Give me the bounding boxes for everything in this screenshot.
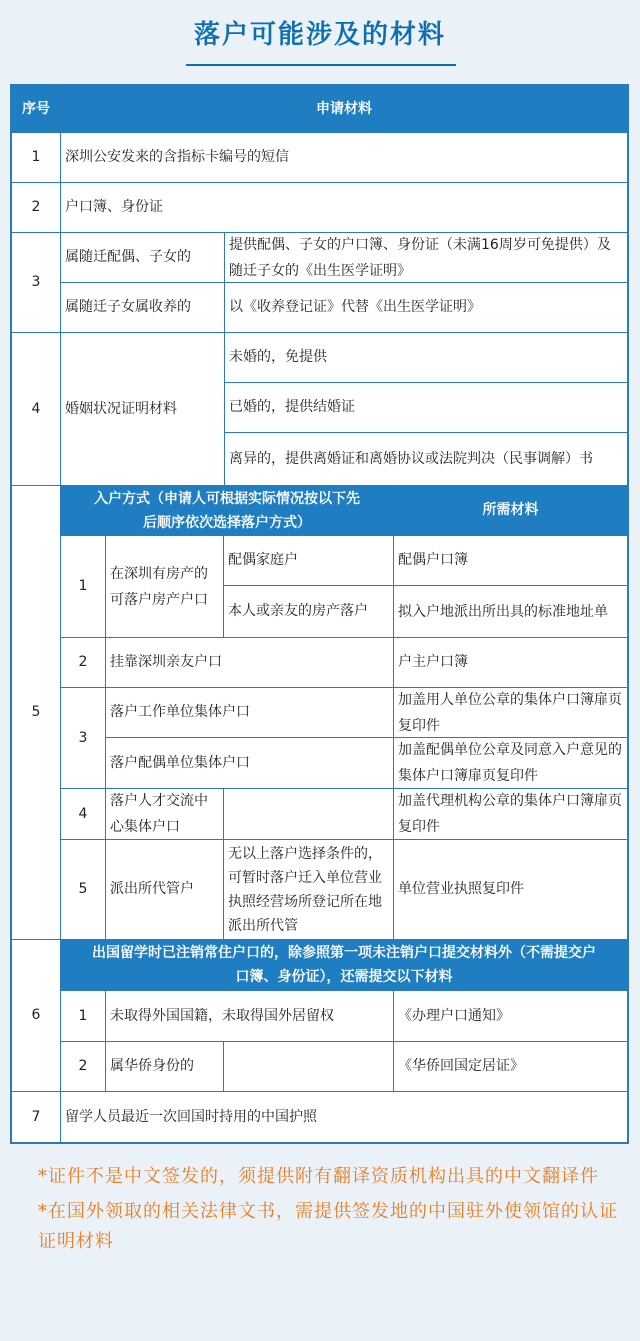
row5-1-property-mode: 本人或亲友的房产落户 bbox=[223, 585, 394, 638]
footnotes bbox=[38, 1162, 628, 1262]
page-title: 落户可能涉及的材料 bbox=[193, 20, 446, 50]
materials-table bbox=[10, 84, 629, 1144]
row2-text: 户口簿、身份证 bbox=[60, 182, 628, 233]
row3-adopted-text: 以《收养登记证》代替《出生医学证明》 bbox=[224, 282, 628, 333]
row2-number: 2 bbox=[11, 182, 61, 233]
row5-2-req: 户主户口簿 bbox=[393, 637, 628, 688]
row5-4-blank bbox=[223, 788, 394, 840]
footnote-consular-certification: *在国外领取的相关法律文书，需提供签发地的中国驻外使领馆的认证证明材料 bbox=[38, 1201, 618, 1252]
row6-2-req: 《华侨回国定居证》 bbox=[393, 1041, 628, 1092]
row4-married: 已婚的，提供结婚证 bbox=[224, 382, 628, 433]
row5-4-label: 落户人才交流中心集体户口 bbox=[105, 788, 224, 840]
row5-4-req: 加盖代理机构公章的集体户口簿扉页复印件 bbox=[393, 788, 628, 840]
row3-number: 3 bbox=[11, 232, 61, 333]
row4-unmarried: 未婚的，免提供 bbox=[224, 332, 628, 383]
row5-5-req: 单位营业执照复印件 bbox=[393, 839, 628, 940]
row6-2-number: 2 bbox=[60, 1041, 106, 1092]
row1-number: 1 bbox=[11, 132, 61, 183]
row4-divorced: 离异的，提供离婚证和离婚协议或法院判决（民事调解）书 bbox=[224, 432, 628, 486]
row6-1-label: 未取得外国国籍，未取得国外居留权 bbox=[105, 990, 394, 1042]
row5-3-spouse-label: 落户配偶单位集体户口 bbox=[105, 737, 394, 789]
row7-number: 7 bbox=[11, 1091, 61, 1143]
row5-4-number: 4 bbox=[60, 788, 106, 840]
row6-1-req: 《办理户口通知》 bbox=[393, 990, 628, 1042]
row6-1-number: 1 bbox=[60, 990, 106, 1042]
row3-spouse-text: 提供配偶、子女的户口簿、身份证（未满16周岁可免提供）及随迁子女的《出生医学证明》 bbox=[224, 232, 628, 283]
row5-number: 5 bbox=[11, 485, 61, 940]
row5-1-property-req: 拟入户地派出所出具的标准地址单 bbox=[393, 585, 628, 638]
row5-5-label: 派出所代管户 bbox=[105, 839, 224, 940]
row5-2-label: 挂靠深圳亲友户口 bbox=[105, 637, 394, 688]
row5-3-spouse-req: 加盖配偶单位公章及同意入户意见的集体户口簿扉页复印件 bbox=[393, 737, 628, 789]
row1-text: 深圳公安发来的含指标卡编号的短信 bbox=[60, 132, 628, 183]
row5-2-number: 2 bbox=[60, 637, 106, 688]
row5-1-spouse-req: 配偶户口簿 bbox=[393, 535, 628, 586]
row4-label: 婚姻状况证明材料 bbox=[60, 332, 225, 486]
row5-1-number: 1 bbox=[60, 535, 106, 638]
row6-header: 出国留学时已注销常住户口的，除参照第一项未注销户口提交材料外（不需提交户口簿、身份证），还需提交以下材料 bbox=[60, 939, 628, 991]
row5-required-header: 所需材料 bbox=[393, 485, 628, 536]
row3-adopted-label: 属随迁子女属收养的 bbox=[60, 282, 225, 333]
header-materials: 申请材料 bbox=[60, 85, 628, 133]
title-underline bbox=[186, 64, 456, 66]
row5-3-number: 3 bbox=[60, 687, 106, 789]
row5-method-header: 入户方式（申请人可根据实际情况按以下先后顺序依次选择落户方式） bbox=[60, 485, 394, 536]
row5-5-condition: 无以上落户选择条件的，可暂时落户迁入单位营业执照经营场所登记所在地派出所代管 bbox=[223, 839, 394, 940]
row6-number: 6 bbox=[11, 939, 61, 1092]
row5-3-work-req: 加盖用人单位公章的集体户口簿扉页复印件 bbox=[393, 687, 628, 738]
row6-2-label: 属华侨身份的 bbox=[105, 1041, 224, 1092]
row5-1-label: 在深圳有房产的可落户房产户口 bbox=[105, 535, 224, 638]
row5-1-spouse-mode: 配偶家庭户 bbox=[223, 535, 394, 586]
header-seq: 序号 bbox=[11, 85, 61, 133]
row5-5-number: 5 bbox=[60, 839, 106, 940]
row4-number: 4 bbox=[11, 332, 61, 486]
row7-text: 留学人员最近一次回国时持用的中国护照 bbox=[60, 1091, 628, 1143]
row6-2-blank bbox=[223, 1041, 394, 1092]
row3-spouse-label: 属随迁配偶、子女的 bbox=[60, 232, 225, 283]
row5-3-work-label: 落户工作单位集体户口 bbox=[105, 687, 394, 738]
footnote-translation: *证件不是中文签发的，须提供附有翻译资质机构出具的中文翻译件 bbox=[38, 1166, 599, 1187]
